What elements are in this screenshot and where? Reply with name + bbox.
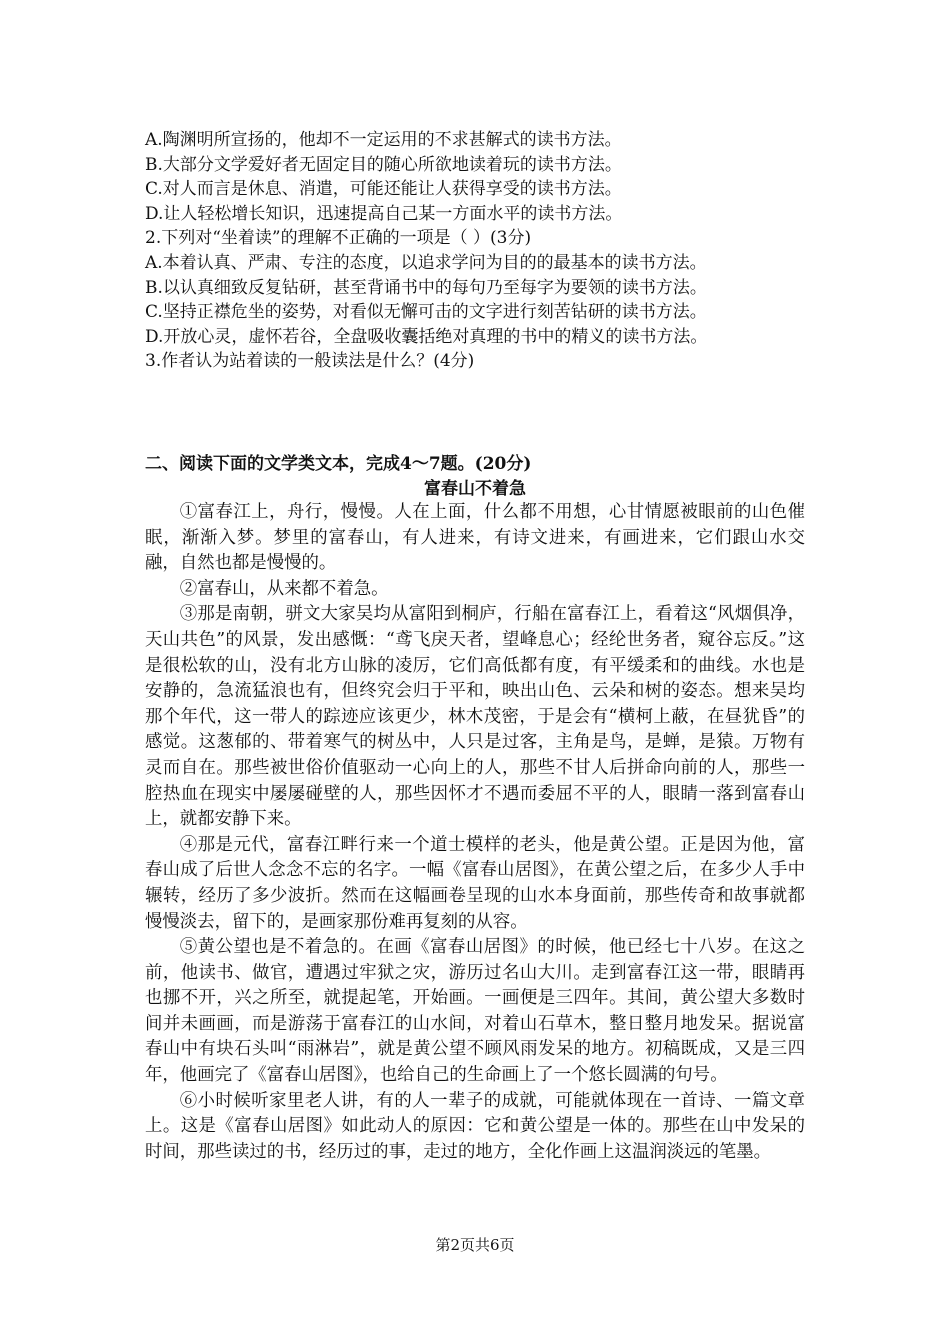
question-option: A.陶渊明所宣扬的，他却不一定运用的不求甚解式的读书方法。: [145, 130, 622, 150]
page-number-footer: 第2页共6页: [435, 1236, 515, 1254]
question-stem: 3.作者认为站着读的一般读法是什么？(4分): [145, 351, 475, 372]
article-paragraph: ②富春山，从来都不着急。: [179, 578, 389, 599]
article-paragraph: ③那是南朝，骈文大家吴均从富阳到桐庐，行船在富春江上，看着这“风烟俱净，天山共色”的风景，发出感慨：“鸢飞戾天者，望峰息心；经纶世务者，窥谷忘反。”这是很松软的山，没有北方山脉的凌厉，它们高低都有度，有平缓柔和的曲线。水也是安静的，急流猛浪也有，但终究会归于平和，映出山色、云朵和树的姿态。想来吴均那个年代，这一带人的踪迹应该更少，林木茂密，于是会有“横柯上蔽，在昼犹昏”的感觉。这葱郁的、带着寒气的树丛中，人只是过客，主角是鸟，是蝉，是猿。万物有灵而自在。那些被世俗价值驱动一心向上的人，那些不甘人后拼命向前的人，那些一腔热血在现实中屡屡碰壁的人，那些因怀才不遇而委屈不平的人，眼睛一落到富春山上，就都安静下来。: [145, 604, 805, 830]
article-body: [145, 500, 805, 1165]
question-option: D.让人轻松增长知识，迅速提高自己某一方面水平的读书方法。: [145, 203, 623, 224]
article-title: 富春山不着急: [424, 479, 526, 499]
section-heading: 二、阅读下面的文学类文本，完成4～7题。(20分): [145, 454, 532, 474]
question-option: B.以认真细致反复钻研，甚至背诵书中的每句乃至每字为要领的读书方法。: [145, 277, 707, 298]
question-option: A.本着认真、严肃、专注的态度，以追求学问为目的的最基本的读书方法。: [145, 252, 707, 273]
article-paragraph: ⑤黄公望也是不着急的。在画《富春山居图》的时候，他已经七十八岁。在这之前，他读书、做官，遭遇过牢狱之灾，游历过名山大川。走到富春江这一带，眼睛再也挪不开，兴之所至，就提起笔，开始画。一画便是三四年。其间，黄公望大多数时间并未画画，而是游荡于富春江的山水间，对着山石草木，整日整月地发呆。据说富春山中有块石头叫“雨淋岩”，就是黄公望不顾风雨发呆的地方。初稿既成，又是三四年，他画完了《富春山居图》，也给自己的生命画上了一个悠长圆满的句号。: [145, 937, 805, 1086]
question-option: C.对人而言是休息、消遣，可能还能让人获得享受的读书方法。: [145, 179, 622, 200]
article-paragraph: ④那是元代，富春江畔行来一个道士模样的老头，他是黄公望。正是因为他，富春山成了后世人念念不忘的名字。一幅《富春山居图》，在黄公望之后，在多少人手中辗转，经历了多少波折。然而在这幅画卷呈现的山水本身面前，那些传奇和故事就都慢慢淡去，留下的，是画家那份难再复刻的从容。: [145, 834, 805, 932]
question-option: D.开放心灵，虚怀若谷，全盘吸收囊括绝对真理的书中的精义的读书方法。: [145, 326, 708, 347]
question-stem: 2.下列对“坐着读”的理解不正确的一项是（ ）(3分): [145, 228, 532, 249]
article-paragraph: ①富春江上，舟行，慢慢。人在上面，什么都不用想，心甘情愿被眼前的山色催眠，渐渐入梦。梦里的富春山，有人进来，有诗文进来，有画进来，它们跟山水交融，自然也都是慢慢的。: [145, 502, 805, 574]
question-option: B.大部分文学爱好者无固定目的随心所欲地读着玩的读书方法。: [145, 154, 622, 175]
article-paragraph: ⑥小时候听家里老人讲，有的人一辈子的成就，可能就体现在一首诗、一篇文章上。这是《富春山居图》如此动人的原因：它和黄公望是一体的。那些在山中发呆的时间，那些读过的书，经历过的事，走过的地方，全化作画上这温润淡远的笔墨。: [145, 1090, 805, 1162]
question-block: [145, 128, 825, 374]
question-option: C.坚持正襟危坐的姿势，对看似无懈可击的文字进行刻苦钻研的读书方法。: [145, 302, 707, 323]
